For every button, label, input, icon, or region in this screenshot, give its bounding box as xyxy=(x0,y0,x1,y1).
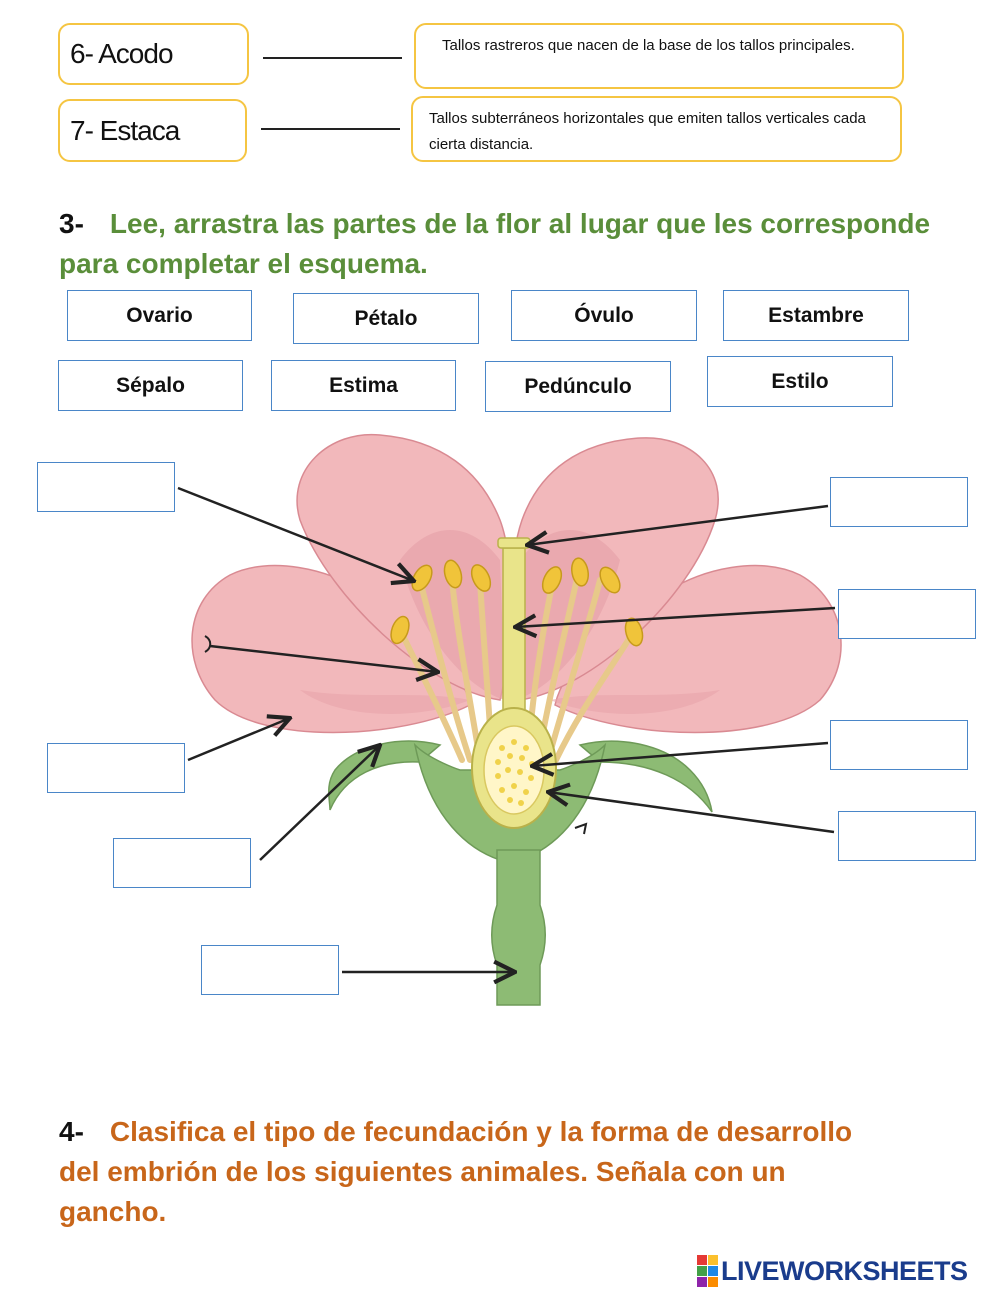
description-2: Tallos subterráneos horizontales que emiten tallos verticales cada cierta distancia. xyxy=(429,110,866,153)
match-line-1[interactable] xyxy=(263,57,402,59)
label-chip-estima[interactable]: Estima xyxy=(271,360,456,411)
term-acodo: 6- Acodo xyxy=(70,38,173,69)
drop-box-left-3[interactable] xyxy=(113,838,251,888)
question-4-number: 4- xyxy=(59,1116,84,1147)
term-box-estaca xyxy=(58,99,247,162)
question-4-instruction: Clasifica el tipo de fecundación y la forma de desarrollo del embrión de los siguientes animales. Señala con un gancho. xyxy=(59,1116,853,1227)
drop-box-right-1[interactable] xyxy=(830,477,968,527)
mark-right xyxy=(575,824,586,834)
description-box-1 xyxy=(414,23,904,89)
label-chip-estambre[interactable]: Estambre xyxy=(723,290,909,341)
drop-box-left-1[interactable] xyxy=(37,462,175,512)
question-3-number: 3- xyxy=(59,208,84,239)
peduncle xyxy=(492,850,546,1005)
label-chip-petalo[interactable]: Pétalo xyxy=(293,293,479,344)
match-line-2[interactable] xyxy=(261,128,400,130)
description-box-2 xyxy=(411,96,902,162)
drop-box-left-4[interactable] xyxy=(201,945,339,995)
label-chip-ovulo[interactable]: Óvulo xyxy=(511,290,697,341)
description-1: Tallos rastreros que nacen de la base de los tallos principales. xyxy=(442,37,855,54)
question-4-heading xyxy=(59,1112,859,1232)
question-3-heading xyxy=(59,204,959,284)
label-chip-pedunculo[interactable]: Pedúnculo xyxy=(485,361,671,412)
pistil-style xyxy=(503,548,525,710)
label-chip-sepalo[interactable]: Sépalo xyxy=(58,360,243,411)
label-chip-estilo[interactable]: Estilo xyxy=(707,356,893,407)
term-estaca: 7- Estaca xyxy=(70,114,180,146)
question-3-instruction: Lee, arrastra las partes de la flor al lugar que les corresponde para completar el esquema. xyxy=(59,208,931,279)
drop-box-right-4[interactable] xyxy=(838,811,976,861)
term-box-acodo xyxy=(58,23,249,85)
liveworksheets-name: LIVEWORKSHEETS xyxy=(721,1255,968,1286)
drop-box-right-2[interactable] xyxy=(838,589,976,639)
drop-box-left-2[interactable] xyxy=(47,743,185,793)
pistil-stigma xyxy=(498,538,530,548)
label-chip-ovario[interactable]: Ovario xyxy=(67,290,252,341)
liveworksheets-logo-icon xyxy=(697,1255,718,1287)
drop-box-right-3[interactable] xyxy=(830,720,968,770)
liveworksheets-brand xyxy=(697,1254,997,1288)
